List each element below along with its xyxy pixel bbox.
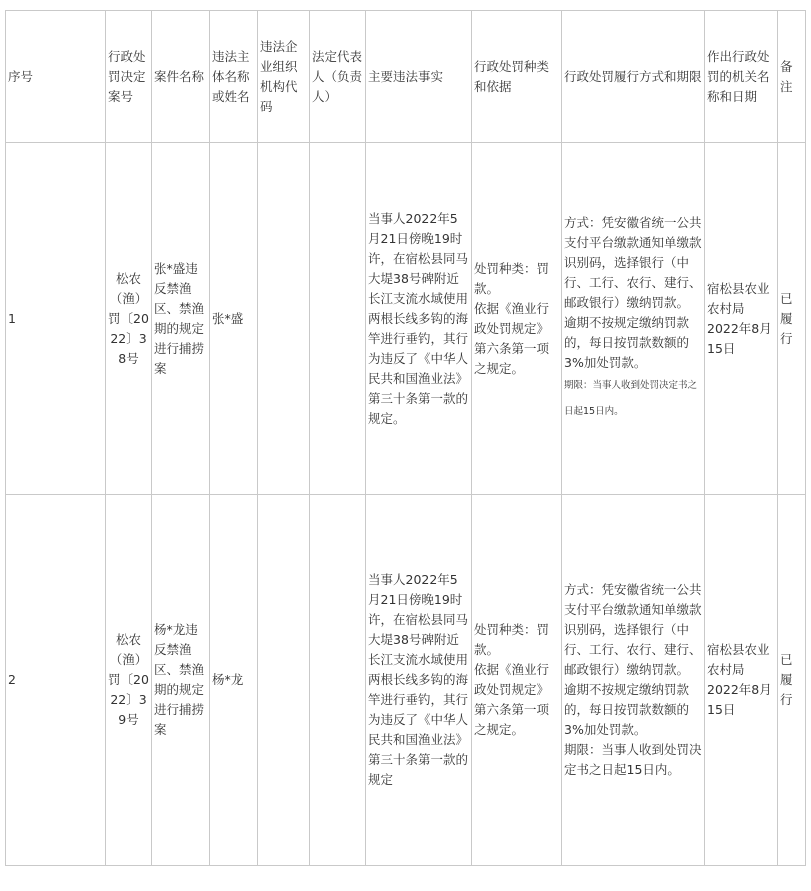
execution-method: 方式：凭安徽省统一公共支付平台缴款通知单缴款识别码，选择银行（中行、工行、农行、建行、邮政银行）缴纳罚款。 <box>564 582 702 677</box>
penalty-basis: 依据《渔业行政处罚规定》第六条第一项之规定。 <box>474 662 550 737</box>
cell-credit-code <box>258 495 310 866</box>
execution-overdue: 逾期不按规定缴纳罚款的，每日按罚款数额的3%加处罚款。 <box>564 682 690 737</box>
header-seq: 序号 <box>6 11 106 143</box>
cell-legal-rep <box>310 143 366 495</box>
cell-execution <box>562 143 705 495</box>
cell-facts: 当事人2022年5月21日傍晚19时许，在宿松县同马大堤38号碑附近长江支流水域使用两根长线多钩的海竿进行垂钓，其行为违反了《中华人民共和国渔业法》第三十条第一款的规定 <box>366 495 472 866</box>
table-row <box>6 495 806 866</box>
cell-decision-no: 松农（渔）罚〔2022〕38号 <box>106 143 152 495</box>
header-facts: 主要违法事实 <box>366 11 472 143</box>
header-authority: 作出行政处罚的机关名称和日期 <box>705 11 778 143</box>
cell-authority <box>705 495 778 866</box>
cell-case-name: 张*盛违反禁渔区、禁渔期的规定进行捕捞案 <box>152 143 210 495</box>
cell-decision-no: 松农（渔）罚〔2022〕39号 <box>106 495 152 866</box>
penalty-disclosure-table <box>5 10 806 866</box>
table-header-row <box>6 11 806 143</box>
header-remark: 备注 <box>778 11 806 143</box>
execution-deadline: 期限：当事人收到处罚决定书之日起15日内。 <box>564 742 702 777</box>
cell-penalty <box>472 495 562 866</box>
execution-overdue: 逾期不按规定缴纳罚款的，每日按罚款数额的3%加处罚款。 <box>564 314 690 370</box>
cell-subject: 杨*龙 <box>210 495 258 866</box>
penalty-type: 处罚种类：罚款。 <box>474 260 550 296</box>
cell-credit-code <box>258 143 310 495</box>
decision-date: 2022年8月15日 <box>707 320 772 356</box>
cell-seq: 1 <box>6 143 106 495</box>
penalty-basis: 依据《渔业行政处罚规定》第六条第一项之规定。 <box>474 300 550 376</box>
header-penalty: 行政处罚种类和依据 <box>472 11 562 143</box>
header-credit-code: 违法企业组织机构代码 <box>258 11 310 143</box>
cell-remark: 已履行 <box>778 495 806 866</box>
cell-authority <box>705 143 778 495</box>
cell-case-name: 杨*龙违反禁渔区、禁渔期的规定进行捕捞案 <box>152 495 210 866</box>
authority-name: 宿松县农业农村局 <box>707 280 770 316</box>
cell-legal-rep <box>310 495 366 866</box>
cell-penalty <box>472 143 562 495</box>
execution-deadline: 期限：当事人收到处罚决定书之日起15日内。 <box>564 379 698 417</box>
cell-seq: 2 <box>6 495 106 866</box>
cell-remark: 已履行 <box>778 143 806 495</box>
header-legal-rep: 法定代表人（负责人） <box>310 11 366 143</box>
decision-date: 2022年8月15日 <box>707 682 772 717</box>
cell-subject: 张*盛 <box>210 143 258 495</box>
header-case-name: 案件名称 <box>152 11 210 143</box>
execution-method: 方式：凭安徽省统一公共支付平台缴款通知单缴款识别码，选择银行（中行、工行、农行、建行、邮政银行）缴纳罚款。 <box>564 214 702 310</box>
penalty-type: 处罚种类：罚款。 <box>474 622 550 657</box>
header-decision-no: 行政处罚决定案号 <box>106 11 152 143</box>
cell-facts: 当事人2022年5月21日傍晚19时许，在宿松县同马大堤38号碑附近长江支流水域使用两根长线多钩的海竿进行垂钓，其行为违反了《中华人民共和国渔业法》第三十条第一款的规定。 <box>366 143 472 495</box>
table-row <box>6 143 806 495</box>
cell-execution <box>562 495 705 866</box>
header-subject: 违法主体名称或姓名 <box>210 11 258 143</box>
authority-name: 宿松县农业农村局 <box>707 642 770 677</box>
header-execution: 行政处罚履行方式和期限 <box>562 11 705 143</box>
